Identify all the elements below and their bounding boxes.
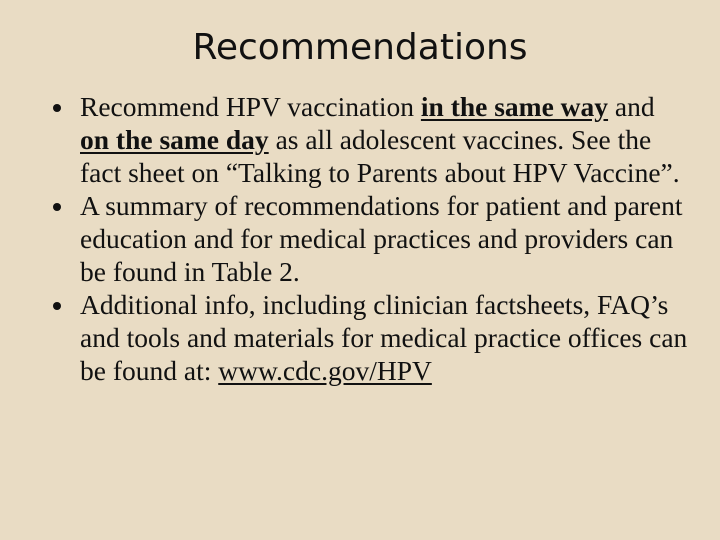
bullet-text: as all adolescent vaccines. See the fact sheet on “Talking to Parents about HPV Vaccine”. <box>80 124 680 188</box>
bullet-list <box>50 90 690 387</box>
cdc-hpv-link[interactable]: www.cdc.gov/HPV <box>218 355 432 386</box>
emphasis-same-way: in the same way <box>420 91 609 122</box>
bullet-item-hpv-vaccination <box>50 90 690 189</box>
bullet-item-additional-info <box>50 288 690 387</box>
bullet-dot-icon <box>53 203 61 211</box>
bullet-text: Additional info, including clinician factsheets, FAQ’s and tools and materials for medical practice offices can be found at: <box>80 289 688 386</box>
bullet-text: Recommend HPV vaccination <box>80 91 421 122</box>
emphasis-same-day: on the same day <box>80 124 269 155</box>
bullet-text: and <box>608 91 655 122</box>
slide-title: Recommendations <box>192 27 528 68</box>
bullet-dot-icon <box>53 302 61 310</box>
bullet-dot-icon <box>53 104 61 112</box>
bullet-item-summary <box>50 189 690 288</box>
bullet-text: A summary of recommendations for patient and parent education and for medical practices and providers can be found in Table 2. <box>80 190 683 287</box>
